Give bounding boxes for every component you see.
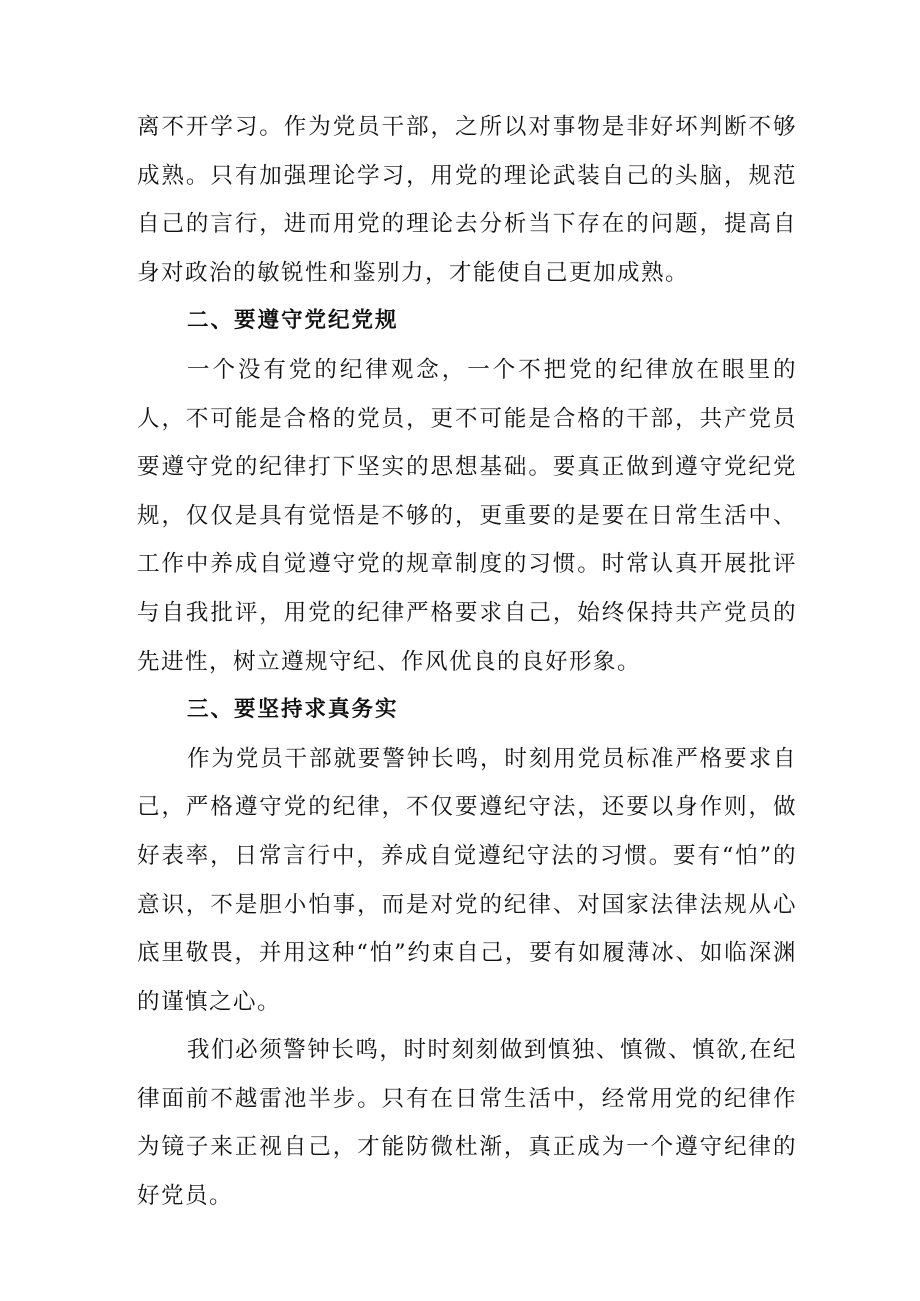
section-heading-2: 二、要遵守党纪党规 xyxy=(187,308,399,334)
document-body xyxy=(137,103,797,1221)
paragraph-3: 作为党员干部就要警钟长鸣，时刻用党员标准严格要求自己，严格遵守党的纪律，不仅要遵纪守法，还要以身作则，做好表率，日常言行中，养成自觉遵纪守法的习惯。要有“怕”的意识，不是胆小怕事，而是对党的纪律、对国家法律法规从心底里敬畏，并用这种“怕”约束自己，要有如履薄冰、如临深渊的谨慎之心。 xyxy=(137,745,797,1015)
paragraph-1: 离不开学习。作为党员干部，之所以对事物是非好坏判断不够成熟。只有加强理论学习，用党的理论武装自己的头脑，规范自己的言行，进而用党的理论去分析当下存在的问题，提高自身对政治的敏锐性和鉴别力，才能使自己更加成熟。 xyxy=(137,114,797,286)
paragraph-2: 一个没有党的纪律观念，一个不把党的纪律放在眼里的人，不可能是合格的党员，更不可能是合格的干部，共产党员要遵守党的纪律打下坚实的思想基础。要真正做到遵守党纪党规，仅仅是具有觉悟是不够的，更重要的是要在日常生活中、工作中养成自觉遵守党的规章制度的习惯。时常认真开展批评与自我批评，用党的纪律严格要求自己，始终保持共产党员的先进性，树立遵规守纪、作风优良的良好形象。 xyxy=(137,356,797,675)
section-heading-3: 三、要坚持求真务实 xyxy=(187,697,399,723)
paragraph-4: 我们必须警钟长鸣，时时刻刻做到慎独、慎微、慎欲,在纪律面前不越雷池半步。只有在日常生活中，经常用党的纪律作为镜子来正视自己，才能防微杜渐，真正成为一个遵守纪律的好党员。 xyxy=(137,1037,797,1210)
